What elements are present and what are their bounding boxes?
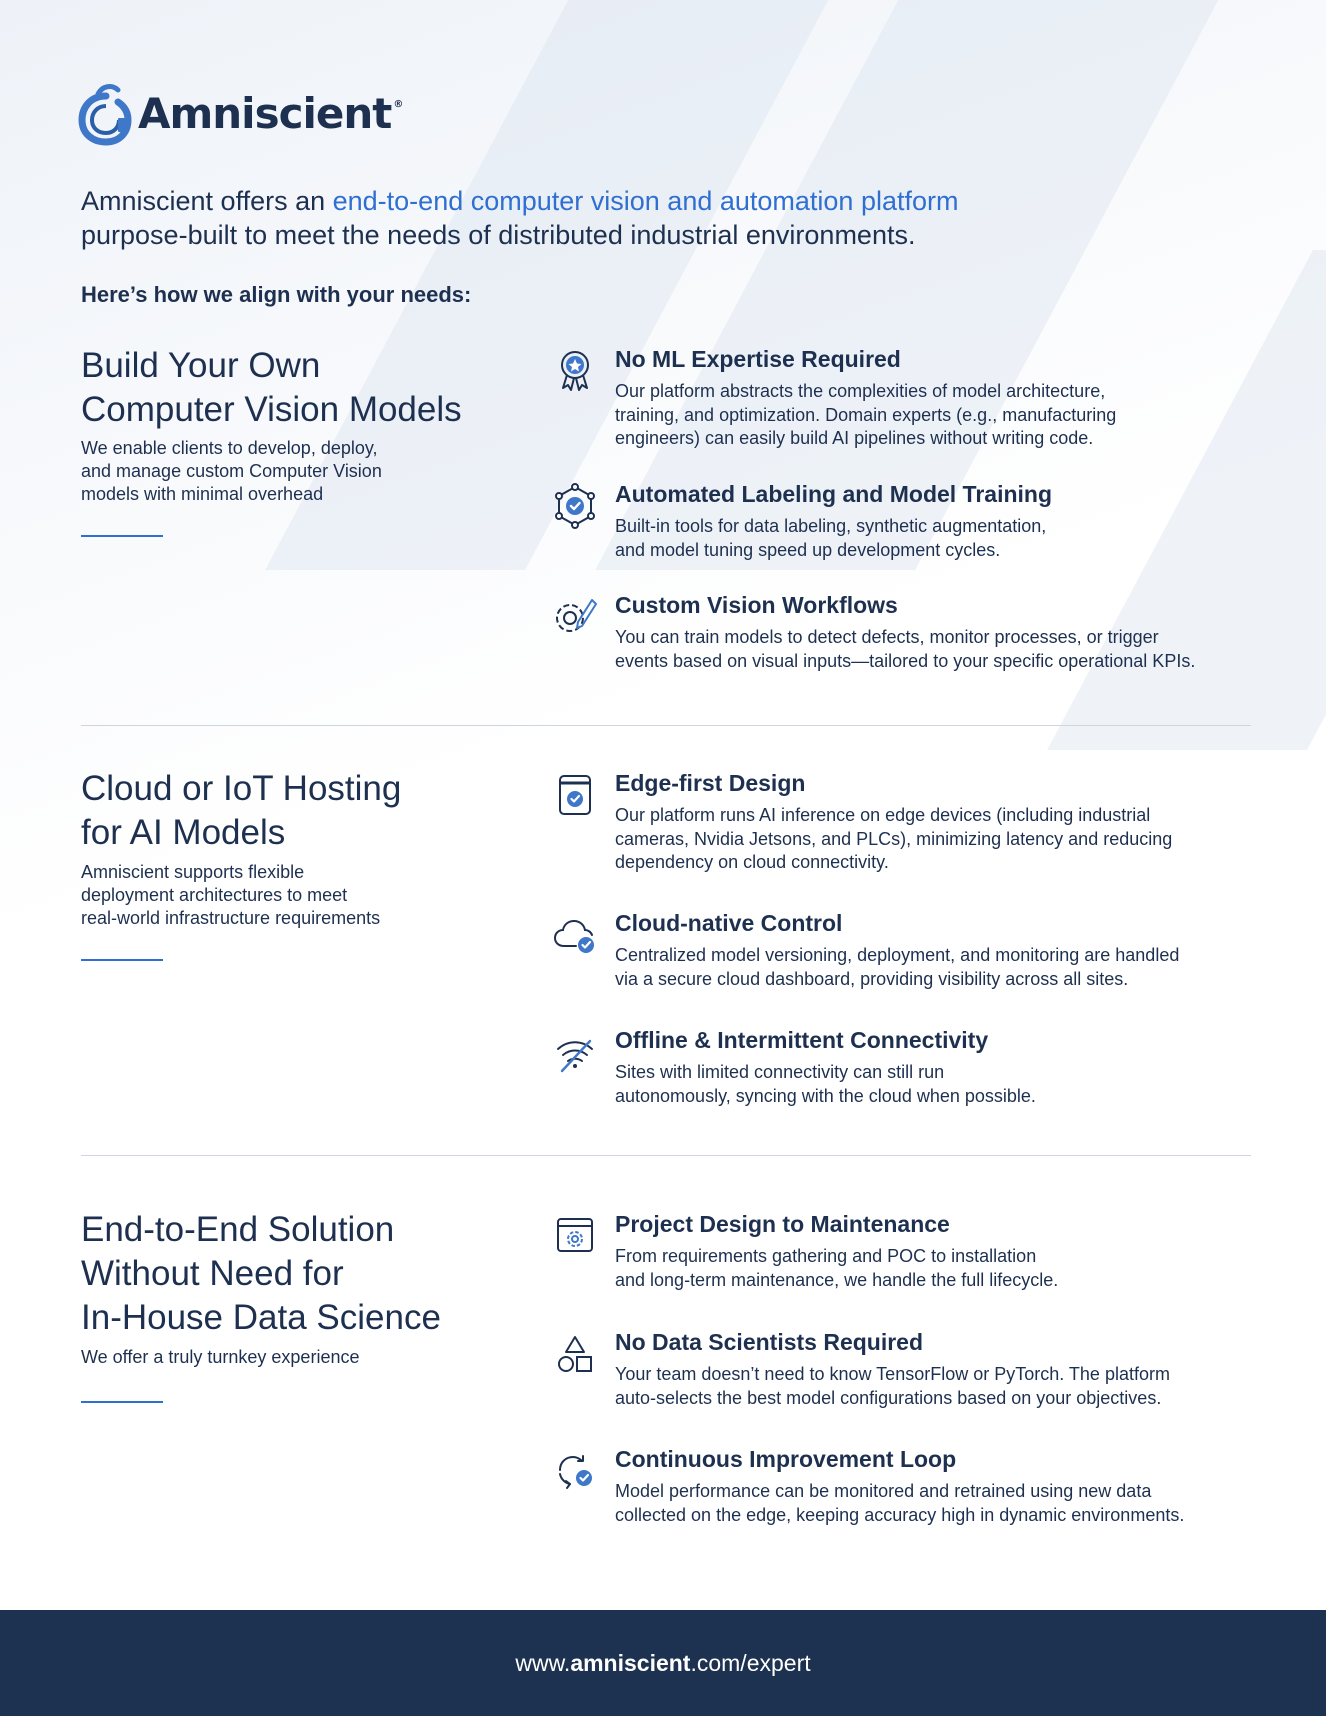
footer-url-link[interactable]: www.amniscient.com/expert <box>515 1649 811 1676</box>
device-check-icon <box>552 772 598 818</box>
section-title: Build Your Own Computer Vision Models <box>81 346 462 429</box>
feature-description: Our platform runs AI inference on edge devices (including industrial cameras, Nvidia Jetsons, and PLCs), minimizing latency and reducing dependency on cloud connectivity. <box>615 805 1173 872</box>
feature-description: You can train models to detect defects, monitor processes, or trigger events based on visual inputs—tailored to your specific operational KPIs. <box>615 627 1196 671</box>
brand-logo <box>78 80 402 146</box>
feature-title: No ML Expertise Required <box>615 346 901 372</box>
feature-description: Our platform abstracts the complexities of model architecture, training, and optimization. Domain experts (e.g., manufacturing engineers) can easily build AI pipelines without writing code. <box>615 381 1117 448</box>
section-description: We enable clients to develop, deploy, and manage custom Computer Vision models with minimal overhead <box>81 438 382 504</box>
award-ribbon-icon <box>552 348 598 394</box>
intro-line2: purpose-built to meet the needs of distributed industrial environments. <box>81 220 916 250</box>
feature-title: Custom Vision Workflows <box>615 592 898 618</box>
feature-title: Cloud-native Control <box>615 910 843 936</box>
feature-description: Your team doesn’t need to know TensorFlow or PyTorch. The platform auto-selects the best model configurations based on your objectives. <box>615 1364 1170 1408</box>
feature-title: Automated Labeling and Model Training <box>615 481 1053 507</box>
gear-pencil-icon <box>552 594 598 640</box>
brand-name: Amniscient ® <box>138 88 403 138</box>
wifi-off-icon <box>552 1029 598 1075</box>
footer-bar <box>0 1610 1326 1716</box>
amniscient-logo-icon <box>78 80 134 146</box>
section-title: End-to-End Solution Without Need for In-House Data Science <box>81 1210 441 1337</box>
section-description: Amniscient supports flexible deployment architectures to meet real-world infrastructure requirements <box>81 862 381 928</box>
feature-title: Edge-first Design <box>615 770 806 796</box>
section-accent-rule <box>81 1401 163 1403</box>
feature-description: Centralized model versioning, deployment, and monitoring are handled via a secure cloud dashboard, providing visibility across all sites. <box>615 945 1180 989</box>
intro-paragraph <box>81 184 1081 252</box>
feature-title: No Data Scientists Required <box>615 1329 924 1355</box>
intro-prefix: Amniscient offers an <box>81 186 333 216</box>
feature-description: Built-in tools for data labeling, synthetic augmentation, and model tuning speed up development cycles. <box>615 516 1047 560</box>
feature-title: Continuous Improvement Loop <box>615 1446 957 1472</box>
section-accent-rule <box>81 959 163 961</box>
network-check-icon <box>552 483 598 529</box>
section-description: We offer a truly turnkey experience <box>81 1347 360 1367</box>
cloud-check-icon <box>552 912 598 958</box>
section-divider <box>81 1155 1251 1156</box>
shapes-icon <box>552 1331 598 1377</box>
section-title: Cloud or IoT Hosting for AI Models <box>81 769 402 852</box>
browser-gear-icon <box>552 1213 598 1259</box>
feature-title: Offline & Intermittent Connectivity <box>615 1027 989 1053</box>
section-divider <box>81 725 1251 726</box>
feature-description: Model performance can be monitored and retrained using new data collected on the edge, keeping accuracy high in dynamic environments. <box>615 1481 1185 1525</box>
section-accent-rule <box>81 535 163 537</box>
refresh-check-icon <box>552 1448 598 1494</box>
align-heading: Here’s how we align with your needs: <box>81 282 472 307</box>
feature-description: Sites with limited connectivity can still run autonomously, syncing with the cloud when possible. <box>615 1062 1036 1106</box>
intro-highlight: end-to-end computer vision and automation platform <box>332 186 959 216</box>
feature-title: Project Design to Maintenance <box>615 1211 950 1237</box>
feature-description: From requirements gathering and POC to installation and long-term maintenance, we handle the full lifecycle. <box>615 1246 1059 1290</box>
